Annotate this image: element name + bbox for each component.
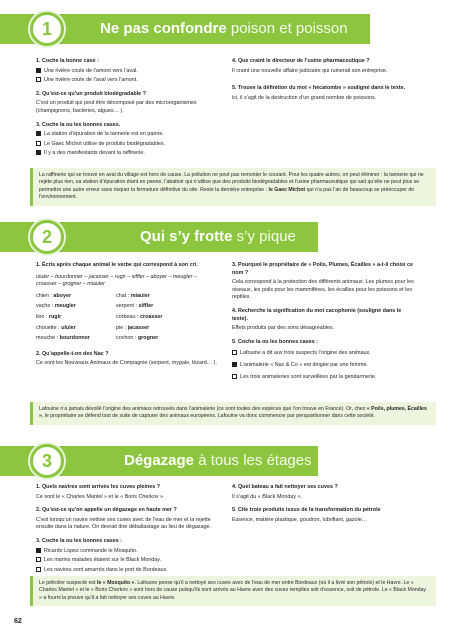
s3-q3: 3. Coche la ou les bonnes cases : bbox=[36, 537, 122, 544]
checkbox[interactable] bbox=[232, 374, 237, 379]
s1-q5: 5. Trouve la définition du mot « hécatombe » souligné dans le texte. bbox=[232, 85, 406, 92]
section2-right-col bbox=[232, 262, 414, 381]
checkbox-checked[interactable] bbox=[36, 68, 41, 73]
s1-q2-answer: C’est un produit qui peut être décomposé par des microorganismes (champignons, bactéries, algues… ). bbox=[36, 100, 197, 114]
s2-q3: 3. Pourquoi le propriétaire de « Poils, Plumes, Écailles » a-t-il choisi ce nom ? bbox=[232, 262, 413, 276]
animal-verb-pair: chouette : ululer bbox=[36, 324, 76, 331]
section2-answer-box: Lafouine n’a jamais dévoilé l’origine des animaux retrouvés dans l’animalerie (ce sont toutes des espèces que l’on trouve en France). Or, chez « Poils, plumes, Écailles », le propriétaire se défend tout de suite de capturer des animaux européens. Lafouine va donc commencer par perquisitionner dans cette société. bbox=[30, 402, 436, 425]
checkbox[interactable] bbox=[36, 557, 41, 562]
s3-q3-opt[interactable]: Les marins malades étaient sur le Black Monday. bbox=[36, 557, 216, 565]
s3-answer-highlight: le « Mosquito » bbox=[96, 580, 135, 586]
animal-verb-pair: pie : jacasser bbox=[116, 324, 150, 331]
animal-verb-pair: serpent : siffler bbox=[116, 303, 154, 310]
s3-q3-opt[interactable]: Les navires sont amarrés dans le port de Bordeaux. bbox=[36, 567, 216, 575]
checkbox-checked[interactable] bbox=[36, 131, 41, 136]
animal-verb-pair: vache : meugler bbox=[36, 303, 76, 310]
section2-title-rest: s’y pique bbox=[232, 228, 296, 245]
section1-left-col bbox=[36, 58, 216, 158]
s2-q2-answer: Ce sont les Nouveaux Animaux de Compagnie (serpent, mygale, lézard… ). bbox=[36, 360, 217, 367]
s1-q3-opt[interactable]: La station d’épuration de la tannerie est en panne. bbox=[36, 131, 216, 139]
s3-q2-answer: C’est lorsqu’un navire nettoie ses cuves avec de l’eau de mer et la rejette ensuite dans la nature. On devrait dire déballastage au lieu de dégazage. bbox=[36, 516, 212, 531]
s1-q3: 3. Coche la ou les bonnes cases. bbox=[36, 121, 121, 128]
s3-q1-answer: Ce sont le « Charles Mantel » et le « Boris Cherkov ». bbox=[36, 493, 165, 500]
checkbox[interactable] bbox=[36, 567, 41, 572]
section2-title bbox=[140, 222, 296, 252]
section1-title bbox=[100, 14, 348, 44]
animal-verb-pair: lion : rugir bbox=[36, 313, 62, 320]
s2-verbs: ululer – bourdonner – jacasser – rugir – siffler – aboyer – meugler – croasser – grogner – miauler bbox=[36, 273, 197, 288]
s3-q5: 5. Cite trois produits issus de la transformation du pétrole bbox=[232, 507, 381, 514]
checkbox-checked[interactable] bbox=[232, 362, 237, 367]
animal-verb-pair: chien : aboyer bbox=[36, 292, 72, 299]
animal-verb-pair: cochon : grogner bbox=[116, 335, 159, 342]
s2-pairs-grid bbox=[36, 293, 218, 343]
s3-q4: 4. Quel bateau a fait nettoyer ses cuves ? bbox=[232, 484, 338, 490]
s2-answer-highlight: « Poils, plumes, Écailles » bbox=[39, 406, 427, 420]
section2-number: 2 bbox=[30, 220, 64, 254]
checkbox-checked[interactable] bbox=[36, 548, 41, 553]
section1-right-col bbox=[232, 58, 412, 102]
section1-title-bold: Ne pas confondre bbox=[100, 20, 227, 37]
section1-title-rest: poison et poisson bbox=[226, 20, 348, 37]
section2-title-bold: Qui s’y frotte bbox=[140, 228, 233, 245]
s1-q4: 4. Que craint le directeur de l’usine pharmaceutique ? bbox=[232, 58, 370, 64]
s3-q1: 1. Quels navires sont arrivés les cuves pleines ? bbox=[36, 484, 161, 490]
s3-q2: 2. Qu’est-ce qu’on appelle un dégazage en haute mer ? bbox=[36, 507, 177, 514]
s2-q5-opt[interactable]: L’animalerie « Nac & Co » est dirigée par une femme. bbox=[232, 362, 414, 370]
section3-title bbox=[124, 446, 312, 476]
checkbox[interactable] bbox=[232, 350, 237, 355]
section1-number: 1 bbox=[30, 12, 64, 46]
section3-answer-box: Le pétrolier suspecté est le « Mosquito ». Lafouine pense qu’il a nettoyé ses cuves avec de l’eau de mer entre Bordeaux (où il a livré son pétrole) et le Havre. Le « Charles Mantel » et le « Boris Cherkov » sont hors de cause puisqu’ils sont arrivés au Havre avec des cuves remplies soit d’essence, soit de pétrole. Le « Black Monday » a fourni la preuve qu’il a fait nettoyer ses cuves au Havre. bbox=[30, 576, 436, 606]
s2-q5-opt[interactable]: Lafouine a dit aux trois suspects l’origine des animaux. bbox=[232, 350, 414, 358]
checkbox[interactable] bbox=[36, 141, 41, 146]
animal-verb-pair: chat : miauler bbox=[116, 292, 150, 299]
section3-right-col bbox=[232, 484, 414, 524]
animal-verb-pair: corbeau : croasser bbox=[116, 313, 163, 320]
s2-q1: 1. Écris après chaque animal le verbe qui correspond à son cri. bbox=[36, 262, 198, 268]
s2-q2: 2. Qu’appelle-t-on des Nac ? bbox=[36, 350, 109, 357]
s3-q4-answer: Il s’agit du « Black Monday ». bbox=[232, 493, 303, 500]
section2-left-col bbox=[36, 262, 218, 368]
s1-q1: 1. Coche la bonne case : bbox=[36, 58, 99, 64]
s1-answer-highlight: le Gaec Michot bbox=[268, 186, 306, 193]
s2-q3-answer: Cela correspond à la protection des différents animaux. Les plumes pour les oiseaux, les poils pour les mammifères, les écailles pour les poissons et les reptiles. bbox=[232, 279, 414, 301]
s2-q4: 4. Recherche la signification du mot cacophonie (souligné dans le texte). bbox=[232, 307, 402, 322]
s2-q4-answer: Effets produits par des sons désagréables. bbox=[232, 325, 335, 332]
s2-q5: 5. Coche la ou les bonnes cases : bbox=[232, 338, 318, 345]
section3-title-bold: Dégazage bbox=[124, 452, 195, 469]
section3-left-col bbox=[36, 484, 216, 574]
s1-q2: 2. Qu’est-ce qu’un produit biodégradable ? bbox=[36, 90, 146, 97]
s1-q5-answer: ici, il s’agit de la destruction d’un grand nombre de poissons. bbox=[232, 94, 377, 101]
checkbox-checked[interactable] bbox=[36, 150, 41, 155]
s2-q5-opt[interactable]: Les trois animaleries sont surveillées par la gendarmerie. bbox=[232, 374, 414, 382]
s3-q3-opt[interactable]: Ricardo Lopez commande le Mosquito. bbox=[36, 548, 216, 556]
section3-title-rest: à tous les étages bbox=[194, 452, 312, 469]
checkbox[interactable] bbox=[36, 77, 41, 82]
s1-q1-opt[interactable]: Une rivière coule de l’amont vers l’aval. bbox=[36, 68, 216, 76]
animal-verb-pair: mouche : bourdonner bbox=[36, 335, 90, 342]
s1-q4-answer: Il craint une nouvelle affaire judiciaire qui ruinerait son entreprise. bbox=[232, 67, 388, 74]
page-number: 62 bbox=[14, 618, 22, 625]
s1-q3-opt[interactable]: Le Gaec Michot utilise de produits biodégradables. bbox=[36, 141, 216, 149]
s1-q1-opt[interactable]: Une rivière coule de l’aval vers l’amont. bbox=[36, 77, 216, 85]
s1-q3-opt[interactable]: Il y a des manifestants devant la raffinerie. bbox=[36, 150, 216, 158]
s3-q5-answer: Essence, matière plastique, goudron, lubrifiant, gazole… bbox=[232, 516, 368, 523]
section1-answer-box: La raffinerie qui se trouve en aval du village est hors de cause. La pollution ne peut pas remonter le courant. Pour les quatre autres, on peut éliminer : la tannerie qui ne rejète plus rien, sa station d’épuration étant en panne, l’abattoir qui n’utilise que des produits biodégradables et l’usine pharmaceutique qui sait qu’elle ne peut plus se permettre une autre erreur sans risquer la fermeture définitive du site. Reste la dernière entreprise : le Gaec Michot qui n’a pas l’air de beaucoup se préoccuper de l’environnement. bbox=[30, 168, 436, 206]
section3-number: 3 bbox=[30, 444, 64, 478]
